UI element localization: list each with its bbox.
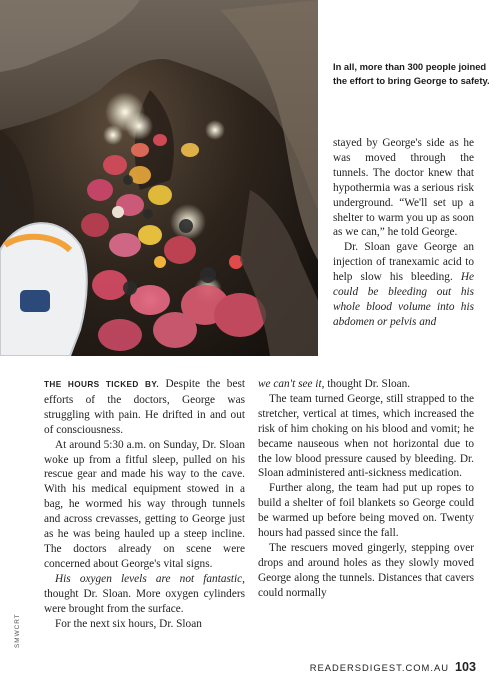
page-footer xyxy=(310,660,476,674)
caption-text: In all, more than 300 people joined the effort to bring George to safety. xyxy=(333,61,490,86)
cave-scene-illustration xyxy=(0,0,318,356)
paragraph xyxy=(333,240,474,329)
italic-thought: His oxygen levels are not fantastic, xyxy=(55,572,245,585)
photo-credit: SMWCRT xyxy=(14,613,21,648)
paragraph xyxy=(258,377,474,392)
article-column-right xyxy=(258,377,474,601)
paragraph: stayed by George's side as he was moved through the tunnels. The doctor knew that hypothermia was a serious risk underground. “We'll set up a shelter to warm you up as soon as we can,” he told George. xyxy=(333,137,474,239)
page-number: 103 xyxy=(454,660,476,674)
paragraph: At around 5:30 a.m. on Sunday, Dr. Sloan woke up from a fitful sleep, pulled on his rescue gear and made his way to the cave. With his medical equipment stowed in a bag, he wormed his way through tunnels and across crevasses, getting to George just as he was being hauled up a steep incline. The doctors already on scene were concerned about George's vital signs. xyxy=(44,438,245,570)
paragraph-text: Despite the best efforts of the doctors, George was struggling with pain. He drifted in and out of consciousness. xyxy=(44,378,245,436)
paragraph-text: thought Dr. Sloan. More oxygen cylinders were brought from the surface. xyxy=(44,587,245,615)
article-column-left xyxy=(44,377,245,631)
cave-rescue-photo xyxy=(0,0,318,356)
section-lead-in: THE HOURS TICKED BY. xyxy=(44,380,159,389)
paragraph-text: Dr. Sloan gave George an injection of tranexamic acid to help slow his bleeding. xyxy=(333,241,474,284)
paragraph: The rescuers moved gingerly, stepping over drops and around holes as they slowly moved George along the tunnels. Distances that cavers could normally xyxy=(258,541,474,599)
paragraph xyxy=(44,377,245,438)
italic-thought: we can't see it, xyxy=(258,378,325,390)
paragraph: For the next six hours, Dr. Sloan xyxy=(55,617,202,630)
paragraph: Further along, the team had put up ropes to build a shelter of foil blankets so George could be warmed up before being moved on. Twenty hours had passed since the fall. xyxy=(258,482,474,540)
publication-url: READERSDIGEST.COM.AU xyxy=(309,662,449,673)
photo-caption xyxy=(333,60,491,88)
paragraph xyxy=(44,572,245,617)
article-column-right-top xyxy=(333,136,474,330)
italic-thought: He could be bleeding out his whole blood volume into his abdomen or pelvis and xyxy=(333,271,474,328)
paragraph-text: thought Dr. Sloan. xyxy=(324,378,411,390)
paragraph: The team turned George, still strapped to the stretcher, vertical at times, which increased the risk of him choking on his blood and vomit; he became nauseous when not horizontal due to the low blood pressure caused by bleeding. Dr. Sloan administered anti-sickness medication. xyxy=(258,392,474,480)
